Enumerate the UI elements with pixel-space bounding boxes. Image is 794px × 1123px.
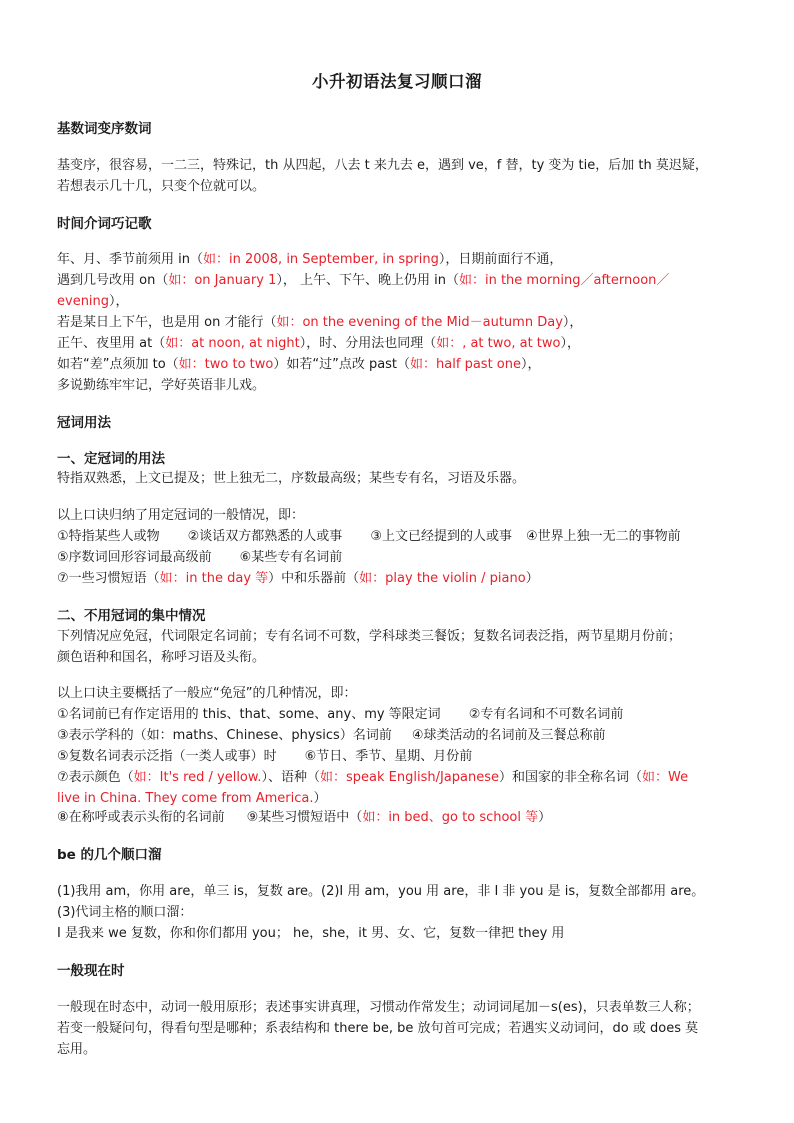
paragraph-line: 基变序，很容易，一二三，特殊记，th 从四起，八去 t 来九去 e，遇到 ve，f 替，ty 变为 tie，后加 th 莫迟疑，	[57, 158, 708, 173]
list-item: ①特指某些人或物	[57, 529, 160, 544]
list-item: ③上文已经提到的人或事	[370, 529, 512, 544]
heading-be-rhymes: be 的几个顺口溜	[57, 847, 162, 863]
paragraph-line: 特指双熟悉，上文已提及；世上独无二，序数最高级；某些专有名，习语及乐器。	[57, 471, 526, 486]
paragraph-line: I 是我来 we 复数，你和你们都用 you； he，she，it 男、女、它，复数一律把 they 用	[57, 926, 565, 941]
text: ⑨某些习惯短语中（	[246, 810, 363, 825]
text: 如若“差”点须加 to（	[57, 357, 179, 372]
list-row	[57, 745, 472, 764]
text: ）、语种（	[261, 770, 320, 785]
list-row	[57, 766, 688, 785]
list-row	[57, 525, 681, 544]
text: ）	[525, 571, 539, 586]
list-item: ⑤序数词回形容词最高级前	[57, 550, 212, 565]
paragraph-line: 若想表示几十几，只变个位就可以。	[57, 179, 266, 194]
list-row	[57, 703, 623, 722]
list-row	[57, 724, 605, 743]
list-item: ③表示学科的（如：maths、Chinese、physics）名词前	[57, 728, 392, 743]
list-item: ⑥节日、季节、星期、月份前	[304, 749, 473, 764]
text: ），	[521, 357, 541, 372]
list-item: ④世界上独一无二的事物前	[525, 529, 681, 544]
list-item: ②专有名词和不可数名词前	[468, 707, 624, 722]
paragraph-line: 以上口诀主要概括了一般应“免冠”的几种情况，即：	[57, 686, 357, 701]
text: ）	[313, 791, 327, 806]
paragraph-line: 若变一般疑问句，得看句型是哪种；系表结构和 there be, be 放句首可完成；若遇实义动词问，do 或 does 莫	[57, 1021, 699, 1036]
heading-cardinal-to-ordinal: 基数词变序数词	[57, 121, 152, 137]
paragraph-line	[57, 332, 580, 351]
text: ）	[538, 810, 552, 825]
text: ），	[560, 336, 581, 351]
text: ），	[562, 315, 583, 330]
example-text: 如：two to two	[178, 357, 274, 372]
paragraph-line: 一般现在时态中，动词一般用原形；表述事实讲真理，习惯动作常发生；动词词尾加－s(es)，只表单数三人称；	[57, 1000, 700, 1015]
paragraph-line	[57, 311, 582, 330]
subheading-zero-article: 二、不用冠词的集中情况	[57, 608, 206, 624]
text: ），时、分用法也同理（	[299, 336, 437, 351]
example-text: 如：in the day 等	[159, 571, 269, 586]
text: ），	[109, 294, 129, 309]
example-text: evening	[57, 294, 110, 309]
list-item: ①名词前已有作定语用的 this、that、some、any、my 等限定词	[57, 707, 441, 722]
paragraph-line	[57, 248, 562, 267]
example-text: 如：at noon, at night	[165, 336, 300, 351]
list-row	[57, 787, 327, 806]
example-text: 如：We	[642, 770, 689, 785]
list-item: ②谈话双方都熟悉的人或事	[187, 529, 343, 544]
example-text: 如：in bed、go to school 等	[362, 810, 539, 825]
heading-articles: 冠词用法	[57, 415, 111, 431]
text: ⑦一些习惯短语（	[57, 571, 160, 586]
subheading-definite-article: 一、定冠词的用法	[57, 451, 165, 467]
text: 年、月、季节前须用 in（	[57, 252, 203, 267]
list-item: ④球类活动的名词前及三餐总称前	[411, 728, 606, 743]
example-text: 如：in 2008, in September, in spring	[202, 252, 439, 267]
example-text: 如：play the violin / piano	[359, 571, 526, 586]
text: 正午、夜里用 at（	[57, 336, 166, 351]
example-text: 如：on January 1	[168, 273, 277, 288]
text: ）， 上午、下午、晚上仍用 in（	[276, 273, 459, 288]
list-row	[57, 567, 539, 586]
example-text: live in China. They come from America.	[57, 791, 314, 806]
text: ）中和乐器前（	[268, 571, 360, 586]
paragraph-line: 忘用。	[57, 1042, 97, 1057]
heading-simple-present: 一般现在时	[57, 963, 125, 979]
text: ），日期前面行不通，	[438, 252, 563, 267]
paragraph-line: 下列情况应免冠，代词限定名词前；专有名词不可数，学科球类三餐饭；复数名词表泛指，两节星期月份前；	[57, 629, 682, 644]
example-text: 如：speak English/Japanese	[319, 770, 499, 785]
text: ）和国家的非全称名词（	[498, 770, 642, 785]
list-row	[57, 546, 342, 565]
paragraph-line	[57, 269, 669, 288]
paragraph-line	[57, 353, 541, 372]
example-text: 如：half past one	[410, 357, 521, 372]
example-text: 如：, at two, at two	[436, 336, 561, 351]
paragraph-line: (1)我用 am，你用 are，单三 is，复数 are。(2)I 用 am，you 用 are，非 I 非 you 是 is，复数全部都用 are。	[57, 884, 705, 899]
heading-time-prepositions: 时间介词巧记歌	[57, 216, 152, 232]
paragraph-line	[57, 290, 129, 309]
example-text: 如：It's red / yellow.	[133, 770, 262, 785]
list-item: ⑤复数名词表示泛指（一类人或事）时	[57, 749, 277, 764]
text: ⑦表示颜色（	[57, 770, 134, 785]
paragraph-line: 以上口诀归纳了用定冠词的一般情况，即：	[57, 508, 305, 523]
text: ）如若“过”点改 past（	[273, 357, 411, 372]
example-text: 如：in the morning／afternoon／	[458, 273, 670, 288]
example-text: 如：on the evening of the Mid－autumn Day	[276, 315, 563, 330]
paragraph-line: (3)代词主格的顺口溜：	[57, 905, 193, 920]
text: 若是某日上下午，也是用 on 才能行（	[57, 315, 277, 330]
list-item: ⑥某些专有名词前	[239, 550, 343, 565]
text: 遇到几号改用 on（	[57, 273, 169, 288]
page-title: 小升初语法复习顺口溜	[312, 72, 482, 91]
list-item: ⑧在称呼或表示头衔的名词前	[57, 810, 225, 825]
paragraph-line: 多说勤练牢牢记，学好英语非儿戏。	[57, 378, 266, 393]
paragraph-line: 颜色语种和国名，称呼习语及头衔。	[57, 650, 266, 665]
list-row	[57, 806, 551, 825]
